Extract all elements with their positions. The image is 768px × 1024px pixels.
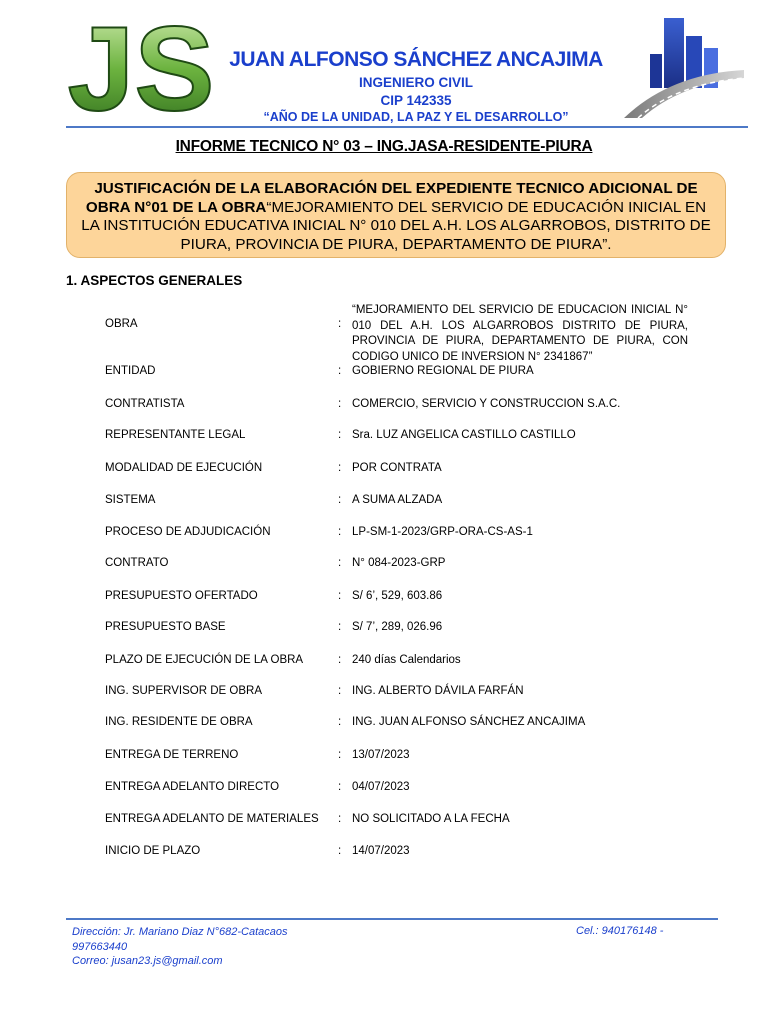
row-value: COMERCIO, SERVICIO Y CONSTRUCCION S.A.C.	[352, 398, 621, 410]
row-value: 13/07/2023	[352, 749, 410, 761]
building-logo	[620, 14, 748, 122]
row-colon: :	[338, 318, 342, 330]
row-value: “MEJORAMIENTO DEL SERVICIO DE EDUCACION INICIAL N° 010 DEL A.H. LOS ALGARROBOS DISTRITO DE PIURA, PROVINCIA DE PIURA, DEPARTAMENTO DE PIURA, CON CODIGO UNICO DE INVERSION N° 2341867”	[352, 304, 688, 363]
header-divider	[66, 126, 748, 128]
row-label: PRESUPUESTO BASE	[105, 621, 226, 633]
row-label: CONTRATO	[105, 557, 169, 569]
row-label: ING. SUPERVISOR DE OBRA	[105, 685, 262, 697]
row-value: GOBIERNO REGIONAL DE PIURA	[352, 365, 534, 377]
row-value: A SUMA ALZADA	[352, 494, 443, 506]
row-colon: :	[338, 557, 342, 569]
row-value: ING. JUAN ALFONSO SÁNCHEZ ANCAJIMA	[352, 716, 586, 728]
row-colon: :	[338, 845, 342, 857]
section-title: 1. ASPECTOS GENERALES	[66, 273, 243, 288]
row-label: OBRA	[105, 318, 138, 330]
row-colon: :	[338, 462, 342, 474]
row-colon: :	[338, 621, 342, 633]
row-label: ENTIDAD	[105, 365, 156, 377]
row-colon: :	[338, 494, 342, 506]
row-label: ENTREGA DE TERRENO	[105, 749, 239, 761]
row-colon: :	[338, 429, 342, 441]
footer-phone: Cel.: 940176148 -	[576, 925, 664, 937]
row-colon: :	[338, 398, 342, 410]
year-motto: “AÑO DE LA UNIDAD, LA PAZ Y EL DESARROLLO”	[263, 110, 569, 124]
footer-email: Correo: jusan23.js@gmail.com	[72, 955, 223, 967]
row-value: NO SOLICITADO A LA FECHA	[352, 813, 510, 825]
row-colon: :	[338, 813, 342, 825]
profession: INGENIERO CIVIL	[358, 75, 473, 90]
row-value: 04/07/2023	[352, 781, 410, 793]
row-label: PROCESO DE ADJUDICACIÓN	[105, 526, 271, 538]
row-label: SISTEMA	[105, 494, 156, 506]
row-value: N° 084-2023-GRP	[352, 557, 446, 569]
row-colon: :	[338, 526, 342, 538]
row-value: 14/07/2023	[352, 845, 410, 857]
row-label: ING. RESIDENTE DE OBRA	[105, 716, 253, 728]
row-colon: :	[338, 781, 342, 793]
row-value: S/ 7’, 289, 026.96	[352, 621, 443, 633]
report-title: INFORME TECNICO N° 03 – ING.JASA-RESIDENTE-PIURA	[175, 138, 593, 155]
row-label: REPRESENTANTE LEGAL	[105, 429, 246, 441]
justification-bold: JUSTIFICACIÓN DE LA ELABORACIÓN DEL EXPEDIENTE TECNICO ADICIONAL DE OBRA N°01 DE LA OBRA	[85, 180, 698, 216]
justification-box	[66, 172, 726, 258]
row-label: ENTREGA ADELANTO DE MATERIALES	[105, 813, 319, 825]
row-colon: :	[338, 749, 342, 761]
row-colon: :	[338, 716, 342, 728]
row-label: CONTRATISTA	[105, 398, 185, 410]
row-colon: :	[338, 365, 342, 377]
row-value: POR CONTRATA	[352, 462, 442, 474]
row-colon: :	[338, 590, 342, 602]
row-colon: :	[338, 654, 342, 666]
row-label: PRESUPUESTO OFERTADO	[105, 590, 258, 602]
row-label: PLAZO DE EJECUCIÓN DE LA OBRA	[105, 654, 304, 666]
row-value: LP-SM-1-2023/GRP-ORA-CS-AS-1	[352, 526, 533, 538]
footer-divider	[66, 918, 718, 920]
row-value: ING. ALBERTO DÁVILA FARFÁN	[352, 685, 524, 697]
footer-address: Dirección: Jr. Mariano Diaz N°682-Catacaos 997663440	[72, 926, 288, 953]
row-value: 240 días Calendarios	[352, 654, 461, 666]
cip-number: CIP 142335	[380, 93, 452, 108]
justification-text: “MEJORAMIENTO DEL SERVICIO DE EDUCACIÓN INICIAL EN LA INSTITUCIÓN EDUCATIVA INICIAL N° 010 DEL A.H. LOS ALGARROBOS, DISTRITO DE PIURA, PROVINCIA DE PIURA, DEPARTAMENTO DE PIURA”.	[81, 198, 711, 253]
row-value: Sra. LUZ ANGELICA CASTILLO CASTILLO	[352, 429, 576, 441]
svg-text:JS: JS	[67, 10, 215, 122]
row-label: ENTREGA ADELANTO DIRECTO	[105, 781, 280, 793]
row-label: MODALIDAD DE EJECUCIÓN	[105, 462, 263, 474]
engineer-name: JUAN ALFONSO SÁNCHEZ ANCAJIMA	[229, 48, 603, 71]
js-logo	[66, 10, 216, 122]
row-label: INICIO DE PLAZO	[105, 845, 201, 857]
row-colon: :	[338, 685, 342, 697]
row-value: S/ 6’, 529, 603.86	[352, 590, 443, 602]
